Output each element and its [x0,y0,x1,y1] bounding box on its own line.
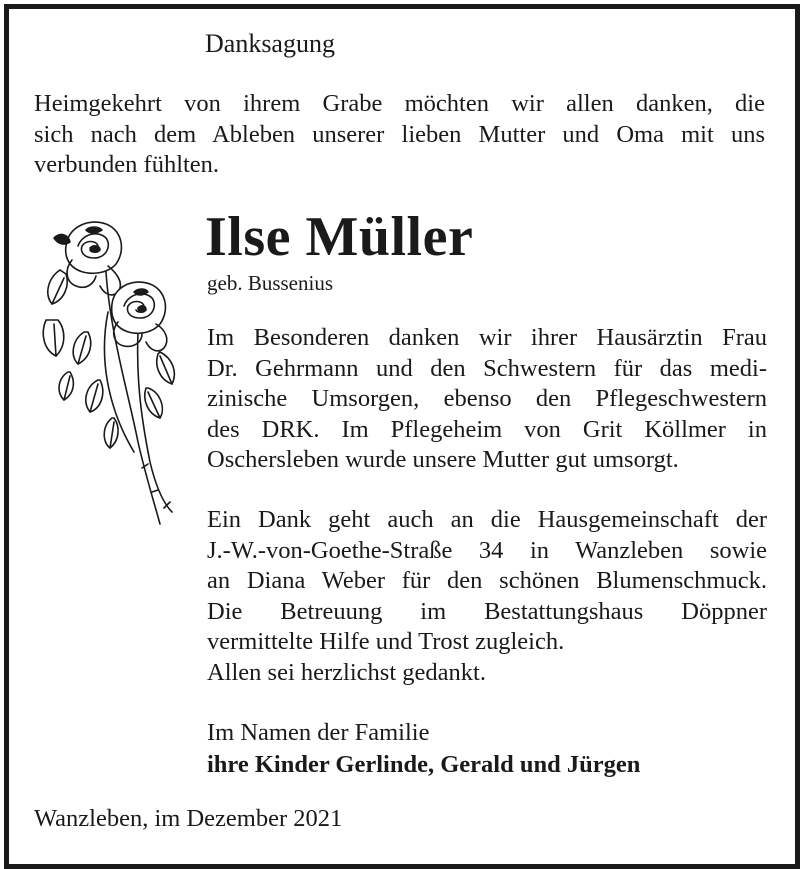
paragraph-line: Im Besonderen danken wir ihrer Hausärztin Frau [207,324,767,351]
family-label: Im Namen der Familie [207,719,430,746]
notice-heading: Danksagung [205,29,335,58]
place-date: Wanzleben, im Dezember 2021 [34,805,343,832]
paragraph-line: an Diana Weber für den schönen Blumenschmuck. [207,567,767,594]
maiden-name: geb. Bussenius [207,271,333,295]
paragraph-line: Allen sei herzlichst gedankt. [207,658,486,686]
intro-text [34,89,765,181]
intro-line: Heimgekehrt von ihrem Grabe möchten wir allen danken, die [34,90,765,117]
deceased-name: Ilse Müller [205,206,474,268]
intro-line: sich nach dem Ableben unserer lieben Mutter und Oma mit uns [34,120,765,148]
paragraph-line: zinische Umsorgen, ebenso den Pflegeschwestern [207,385,767,412]
family-names: ihre Kinder Gerlinde, Gerald und Jürgen [207,751,641,778]
paragraph-line: vermittelte Hilfe und Trost zugleich. [207,628,565,655]
paragraph-line: J.-W.-von-Goethe-Straße 34 in Wanzleben sowie [207,536,767,564]
paragraph-line: Dr. Gehrmann und den Schwestern für das medi- [207,354,767,382]
paragraph-line: des DRK. Im Pflegeheim von Grit Köllmer in [207,415,767,443]
paragraph-line: Oschersleben wurde unsere Mutter gut umsorgt. [207,446,679,473]
intro-line: verbunden fühlten. [34,151,220,178]
paragraph-line: Ein Dank geht auch an die Hausgemeinschaft der [207,506,767,533]
thanks-paragraph-2 [207,505,767,688]
thanks-paragraph-1 [207,323,767,476]
roses-icon [38,212,186,530]
paragraph-line: Die Betreuung im Bestattungshaus Döppner [207,597,767,625]
